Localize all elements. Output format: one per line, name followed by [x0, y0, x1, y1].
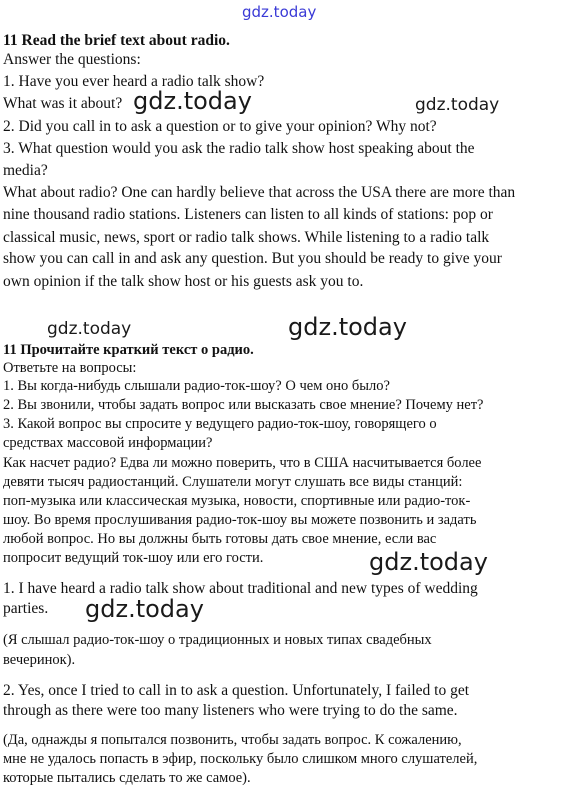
russian-line: девяти тысяч радиостанций. Слушатели могут слушать все виды станций:: [3, 474, 463, 490]
english-line: What about radio? One can hardly believe that across the USA there are more than: [3, 184, 516, 201]
english-line: 3. What question would you ask the radio talk show host speaking about the: [3, 140, 475, 157]
watermark: gdz.today: [369, 548, 488, 576]
answer-1-line: 1. I have heard a radio talk show about traditional and new types of wedding: [3, 580, 478, 597]
answer-2-line: 2. Yes, once I tried to call in to ask a question. Unfortunately, I failed to get: [3, 682, 470, 699]
answer-2-translation: которые пытались сделать то же самое).: [3, 770, 251, 786]
answer-2-line: through as there were too many listeners who were trying to do the same.: [3, 702, 458, 719]
russian-line: средствах массовой информации?: [3, 435, 213, 451]
watermark: gdz.today: [47, 319, 132, 339]
russian-line: 1. Вы когда-нибудь слышали радио-ток-шоу? О чем оно было?: [3, 378, 390, 394]
answer-2-translation: мне не удалось попасть в эфир, поскольку было слишком много слушателей,: [3, 751, 478, 767]
russian-line: любой вопрос. Но вы должны быть готовы дать свое мнение, если вас: [3, 531, 437, 547]
english-heading: 11 Read the brief text about radio.: [3, 32, 230, 49]
russian-line: попросит ведущий ток-шоу или его гости.: [3, 550, 264, 566]
watermark: gdz.today: [415, 95, 500, 115]
russian-line: 3. Какой вопрос вы спросите у ведущего радио-ток-шоу, говорящего о: [3, 416, 437, 432]
english-line: own opinion if the talk show host or his guests ask you to.: [3, 273, 364, 290]
russian-line: шоу. Во время прослушивания радио-ток-шоу вы можете позвонить и задать: [3, 512, 477, 528]
watermark-top: gdz.today: [242, 3, 317, 21]
watermark: gdz.today: [85, 595, 204, 623]
watermark: gdz.today: [288, 313, 407, 341]
watermark: gdz.today: [133, 87, 252, 115]
russian-heading: 11 Прочитайте краткий текст о радио.: [3, 342, 254, 358]
answer-2-translation: (Да, однажды я попытался позвонить, чтобы задать вопрос. К сожалению,: [3, 732, 462, 748]
answer-1-translation: (Я слышал радио-ток-шоу о традиционных и новых типах свадебных: [3, 632, 432, 648]
answer-1-line: parties.: [3, 600, 49, 617]
russian-line: Как насчет радио? Едва ли можно поверить, что в США насчитывается более: [3, 455, 482, 471]
english-line: Answer the questions:: [3, 51, 141, 68]
english-line: media?: [3, 162, 48, 179]
english-line: 1. Have you ever heard a radio talk show?: [3, 73, 265, 90]
english-line: 2. Did you call in to ask a question or to give your opinion? Why not?: [3, 118, 437, 135]
english-line: nine thousand radio stations. Listeners can listen to all kinds of stations: pop or: [3, 206, 493, 223]
english-line: What was it about?: [3, 95, 123, 112]
english-line: show you can call in and ask any question. But you should be ready to give your: [3, 250, 502, 267]
english-line: classical music, news, sport or radio talk shows. While listening to a radio talk: [3, 229, 490, 246]
answer-1-translation: вечеринок).: [3, 652, 76, 668]
russian-line: 2. Вы звонили, чтобы задать вопрос или высказать свое мнение? Почему нет?: [3, 397, 484, 413]
russian-line: поп-музыка или классическая музыка, новости, спортивные или радио-ток-: [3, 493, 471, 509]
russian-line: Ответьте на вопросы:: [3, 360, 137, 376]
